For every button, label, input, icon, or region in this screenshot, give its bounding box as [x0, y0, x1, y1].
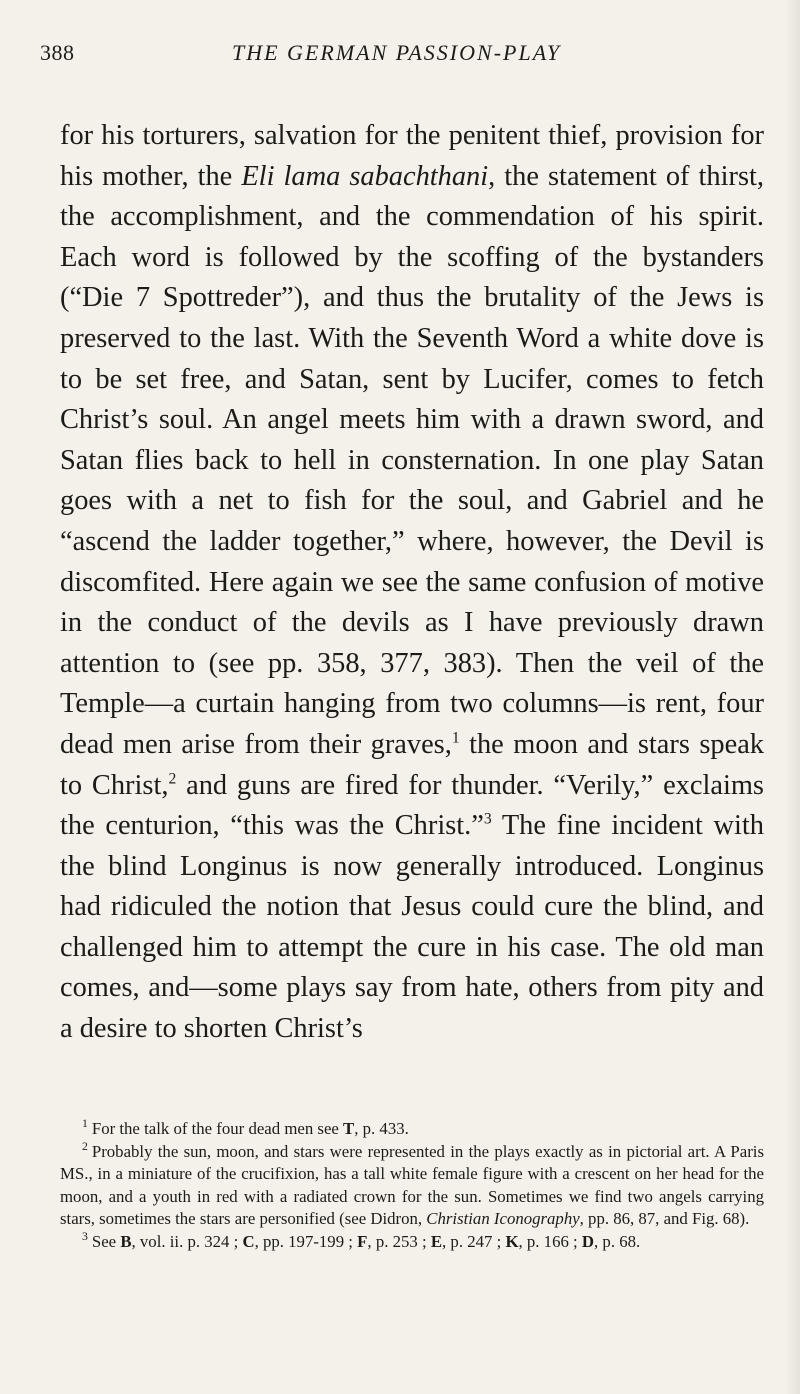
footnote-number: 2	[82, 1140, 88, 1153]
text-run: , the statement of thirst, the accomplishment, and the commendation of his spirit. Each word is followed by the scoffing of the bystanders (“Die 7 Spottreder”), and thus the brutality of the Jews is preserved to the last. With the Seventh Word a white dove is to be set free, and Satan, sent by Lucifer, comes to fetch Christ’s soul. An angel meets him with a drawn sword, and Satan flies back to hell in consternation. In one play Satan goes with a net to fish for the soul, and Gabriel and he “ascend the ladder together,” where, however, the Devil is discomfited. Here again we see the same confusion of motive in the conduct of the devils as I have previously drawn attention to (see pp. 358, 377, 383). Then the veil of the Temple—a curtain hanging from two columns—is rent, four dead men arise from their graves,	[60, 160, 765, 760]
footnote-ref: 3	[483, 810, 492, 828]
page-edge-shadow	[786, 0, 800, 1394]
source-siglum: T	[343, 1119, 355, 1138]
footnote-text: , p. 247 ;	[442, 1231, 506, 1251]
footnote-text: See	[91, 1231, 121, 1251]
footnote-number: 3	[82, 1230, 88, 1244]
running-head: THE GERMAN PASSION-PLAY	[232, 40, 562, 65]
text-run: for his torturers, salvation for the penitent thief, provision for his mother, the	[60, 120, 764, 192]
footnote-text: , p. 433.	[354, 1119, 409, 1138]
text-run: The fine incident with the blind Longinus is now generally introduced. Longinus had ridiculed the notion that Jesus could cure the blind, and challenged him to attempt the cure in his case. The old man comes, and—some plays say from hate, others from pity and a desire to shorten Christ’s	[60, 810, 764, 1045]
source-siglum: B	[120, 1231, 132, 1251]
main-text	[60, 116, 764, 1050]
source-siglum: D	[581, 1231, 595, 1251]
text-run: the moon and stars speak to Christ,	[60, 728, 764, 801]
footnote-text: For the talk of the four dead men see	[91, 1119, 344, 1138]
footnote-text: , vol. ii. p. 324 ;	[131, 1231, 243, 1251]
page-header	[40, 40, 780, 80]
paragraph	[60, 116, 764, 1050]
footnote-text: , p. 253 ;	[367, 1231, 431, 1251]
italic-phrase: Eli lama sabachthani	[241, 160, 489, 192]
footnote-text: , p. 166 ;	[518, 1231, 582, 1251]
page-number: 388	[40, 40, 75, 65]
footnote-text: , pp. 197-199 ;	[254, 1231, 358, 1251]
footnote-1	[60, 1118, 764, 1141]
footnote-text: Probably the sun, moon, and stars were represented in the plays exactly as in pictorial art. A Paris MS., in a miniature of the crucifixion, has a tall white female figure with a crescent on her head for the moon, and a youth in red with a radiated crown for the sun. Sometimes we find two angels carrying stars, sometimes the stars are personified (see Didron,	[60, 1141, 764, 1229]
footnote-2	[60, 1141, 764, 1231]
footnote-3	[60, 1231, 764, 1254]
source-siglum: K	[505, 1231, 519, 1251]
footnote-text: , p. 68.	[594, 1231, 641, 1251]
footnote-ref: 1	[451, 729, 460, 747]
text-run: and guns are fired for thunder. “Verily,” exclaims the centurion, “this was the Christ.”	[60, 769, 764, 842]
book-title: Christian Iconography	[426, 1209, 580, 1229]
source-siglum: C	[242, 1231, 255, 1251]
source-siglum: E	[430, 1231, 443, 1251]
footnotes	[60, 1118, 764, 1254]
footnote-text: , pp. 86, 87, and Fig. 68).	[579, 1209, 750, 1229]
footnote-ref: 2	[168, 770, 177, 788]
source-siglum: F	[357, 1231, 368, 1251]
footnote-number: 1	[82, 1117, 88, 1131]
